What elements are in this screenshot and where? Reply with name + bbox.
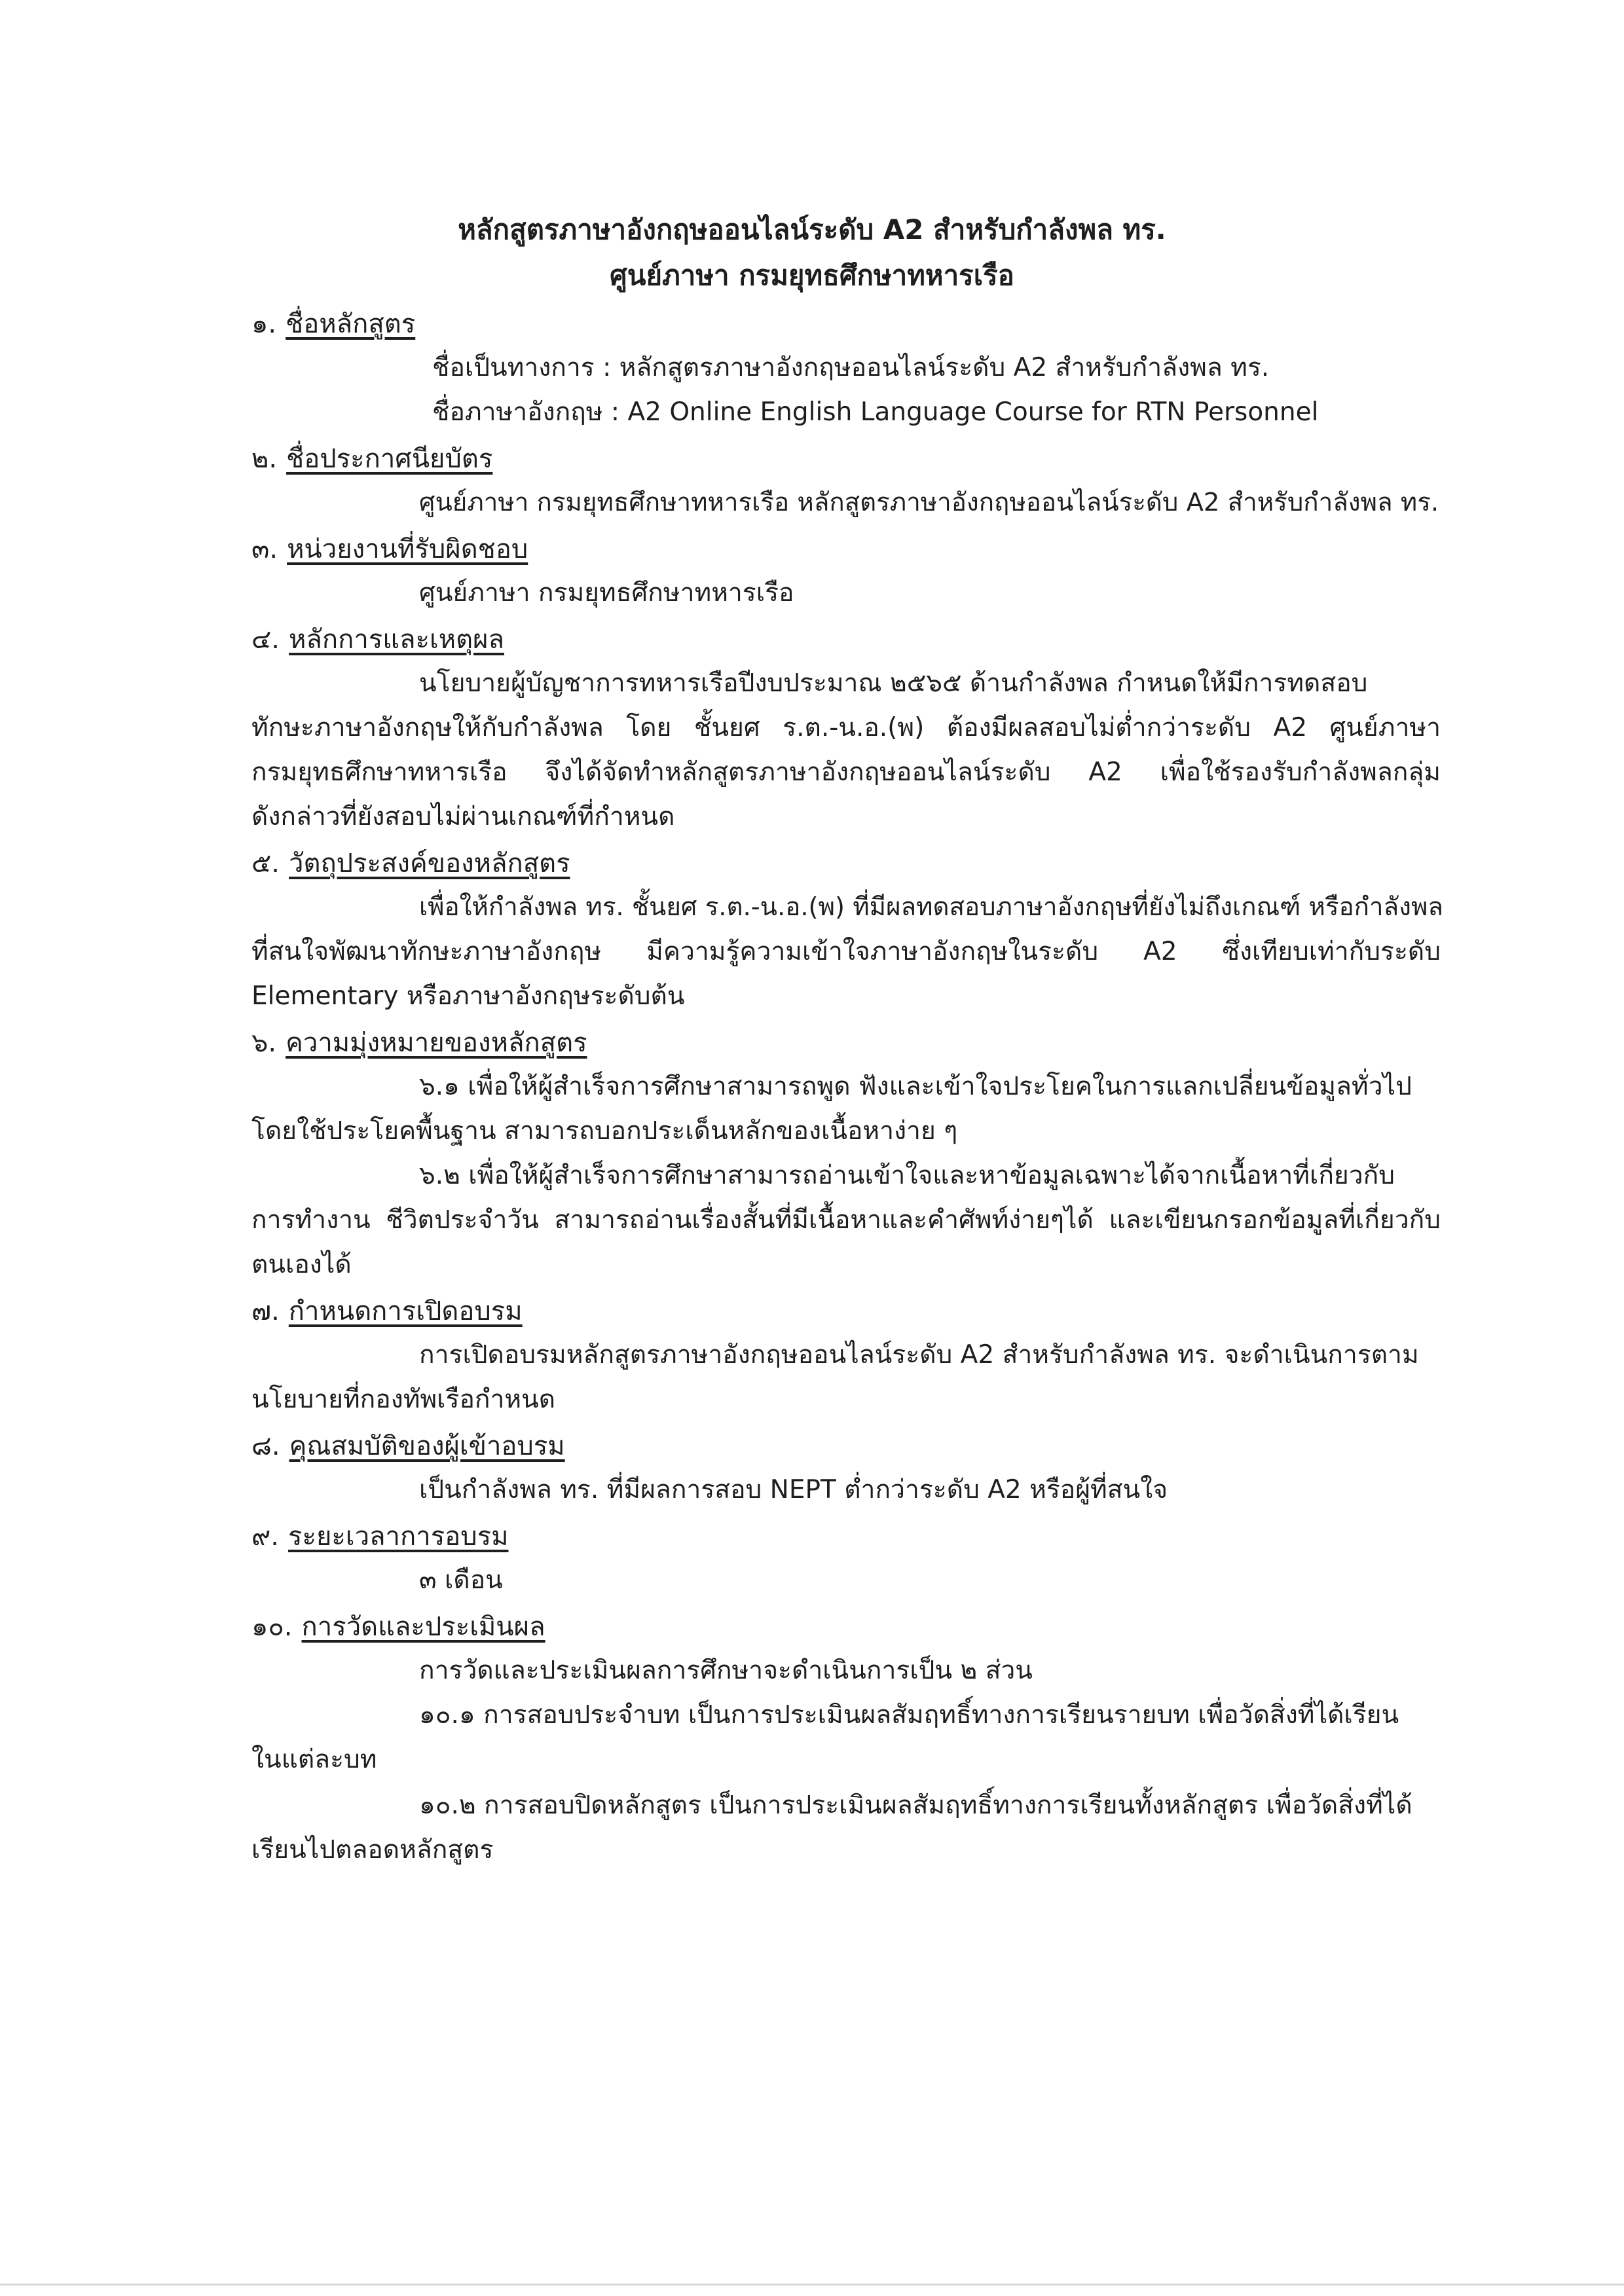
section-number: ๘.: [251, 1431, 280, 1461]
section-heading-1: [251, 302, 415, 344]
section-title: คุณสมบัติของผู้เข้าอบรม: [289, 1431, 565, 1461]
section-number: ๕.: [251, 848, 280, 879]
document-subtitle: ศูนย์ภาษา กรมยุทธศึกษาทหารเรือ: [610, 259, 1014, 291]
paragraph-line: ชื่อภาษาอังกฤษ : A2 Online English Language Course for RTN Personnel: [432, 397, 1319, 427]
paragraph-line: ในแต่ละบท: [251, 1745, 377, 1774]
section-number: ๙.: [251, 1522, 280, 1552]
paragraph-line: ทักษะภาษาอังกฤษให้กับกำลังพล โดย ชั้นยศ ร.ต.-น.อ.(พ) ต้องมีผลสอบไม่ต่ำกว่าระดับ A2 ศูนย์ภาษา: [251, 713, 1441, 742]
section-title: ชื่อหลักสูตร: [286, 309, 416, 339]
section-number: ๑๐.: [251, 1612, 293, 1642]
scan-edge-divider: [0, 2284, 1624, 2286]
paragraph-line: เพื่อให้กำลังพล ทร. ชั้นยศ ร.ต.-น.อ.(พ) ที่มีผลทดสอบภาษาอังกฤษที่ยังไม่ถึงเกณฑ์ หรือกำลังพล: [419, 892, 1443, 922]
paragraph-line: การเปิดอบรมหลักสูตรภาษาอังกฤษออนไลน์ระดับ A2 สำหรับกำลังพล ทร. จะดำเนินการตาม: [419, 1340, 1419, 1370]
section-number: ๖.: [251, 1028, 277, 1058]
section-title: วัตถุประสงค์ของหลักสูตร: [289, 848, 570, 879]
section-number: ๓.: [251, 534, 278, 564]
paragraph-line: ๑๐.๑ การสอบประจำบท เป็นการประเมินผลสัมฤทธิ์ทางการเรียนรายบท เพื่อวัดสิ่งที่ได้เรียน: [419, 1700, 1399, 1730]
paragraph-line: ๖.๑ เพื่อให้ผู้สำเร็จการศึกษาสามารถพูด ฟังและเข้าใจประโยคในการแลกเปลี่ยนข้อมูลทั่วไป: [419, 1072, 1412, 1101]
section-title: กำหนดการเปิดอบรม: [288, 1296, 523, 1326]
paragraph-line: ชื่อเป็นทางการ : หลักสูตรภาษาอังกฤษออนไลน์ระดับ A2 สำหรับกำลังพล ทร.: [432, 353, 1270, 382]
section-heading-7: [251, 1290, 523, 1332]
paragraph-line: ศูนย์ภาษา กรมยุทธศึกษาทหารเรือ หลักสูตรภาษาอังกฤษออนไลน์ระดับ A2 สำหรับกำลังพล ทร.: [419, 488, 1439, 517]
paragraph-line: นโยบายที่กองทัพเรือกำหนด: [251, 1385, 556, 1414]
section-title: ชื่อประกาศนียบัตร: [286, 444, 493, 474]
paragraph-line: ๖.๒ เพื่อให้ผู้สำเร็จการศึกษาสามารถอ่านเข้าใจและหาข้อมูลเฉพาะได้จากเนื้อหาที่เกี่ยวกับ: [419, 1161, 1395, 1190]
section-number: ๔.: [251, 625, 280, 655]
paragraph-line: ดังกล่าวที่ยังสอบไม่ผ่านเกณฑ์ที่กำหนด: [251, 802, 675, 831]
section-title: การวัดและประเมินผล: [301, 1612, 545, 1642]
section-heading-5: [251, 842, 570, 884]
section-heading-10: [251, 1605, 545, 1647]
paragraph-line: เรียนไปตลอดหลักสูตร: [251, 1835, 494, 1865]
paragraph-line: ๑๐.๒ การสอบปิดหลักสูตร เป็นการประเมินผลสัมฤทธิ์ทางการเรียนทั้งหลักสูตร เพื่อวัดสิ่งที่ได้: [419, 1791, 1412, 1820]
section-heading-3: [251, 528, 528, 570]
paragraph-line: ๓ เดือน: [419, 1565, 503, 1595]
paragraph-line: ศูนย์ภาษา กรมยุทธศึกษาทหารเรือ: [419, 578, 794, 608]
section-number: ๑.: [251, 309, 277, 339]
paragraph-line: นโยบายผู้บัญชาการทหารเรือปีงบประมาณ ๒๕๖๕ ด้านกำลังพล กำหนดให้มีการทดสอบ: [419, 668, 1368, 698]
section-title: ความมุ่งหมายของหลักสูตร: [286, 1028, 587, 1058]
section-heading-8: [251, 1425, 565, 1467]
section-heading-6: [251, 1021, 587, 1063]
paragraph-line: ที่สนใจพัฒนาทักษะภาษาอังกฤษ มีความรู้ความเข้าใจภาษาอังกฤษในระดับ A2 ซึ่งเทียบเท่ากับระดับ: [251, 937, 1441, 966]
paragraph-line: Elementary หรือภาษาอังกฤษระดับต้น: [251, 981, 685, 1011]
section-heading-9: [251, 1515, 508, 1557]
paragraph-line: โดยใช้ประโยคพื้นฐาน สามารถบอกประเด็นหลักของเนื้อหาง่าย ๆ: [251, 1116, 958, 1146]
paragraph-line: ตนเองได้: [251, 1250, 352, 1279]
paragraph-line: กรมยุทธศึกษาทหารเรือ จึงได้จัดทำหลักสูตรภาษาอังกฤษออนไลน์ระดับ A2 เพื่อใช้รองรับกำลังพลกลุ่ม: [251, 757, 1441, 787]
section-number: ๒.: [251, 444, 278, 474]
paragraph-line: การวัดและประเมินผลการศึกษาจะดำเนินการเป็น ๒ ส่วน: [419, 1656, 1033, 1685]
section-heading-4: [251, 618, 504, 660]
section-title: หน่วยงานที่รับผิดชอบ: [287, 534, 528, 564]
section-title: หลักการและเหตุผล: [289, 625, 505, 655]
paragraph-line: เป็นกำลังพล ทร. ที่มีผลการสอบ NEPT ต่ำกว่าระดับ A2 หรือผู้ที่สนใจ: [419, 1475, 1168, 1504]
section-heading-2: [251, 437, 492, 479]
document-title: หลักสูตรภาษาอังกฤษออนไลน์ระดับ A2 สำหรับกำลังพล ทร.: [458, 213, 1166, 246]
section-title: ระยะเวลาการอบรม: [288, 1522, 509, 1552]
paragraph-line: การทำงาน ชีวิตประจำวัน สามารถอ่านเรื่องสั้นที่มีเนื้อหาและคำศัพท์ง่ายๆได้ และเขียนกรอกข้อมูลที่เกี่ยวกับ: [251, 1205, 1441, 1235]
section-number: ๗.: [251, 1296, 280, 1326]
